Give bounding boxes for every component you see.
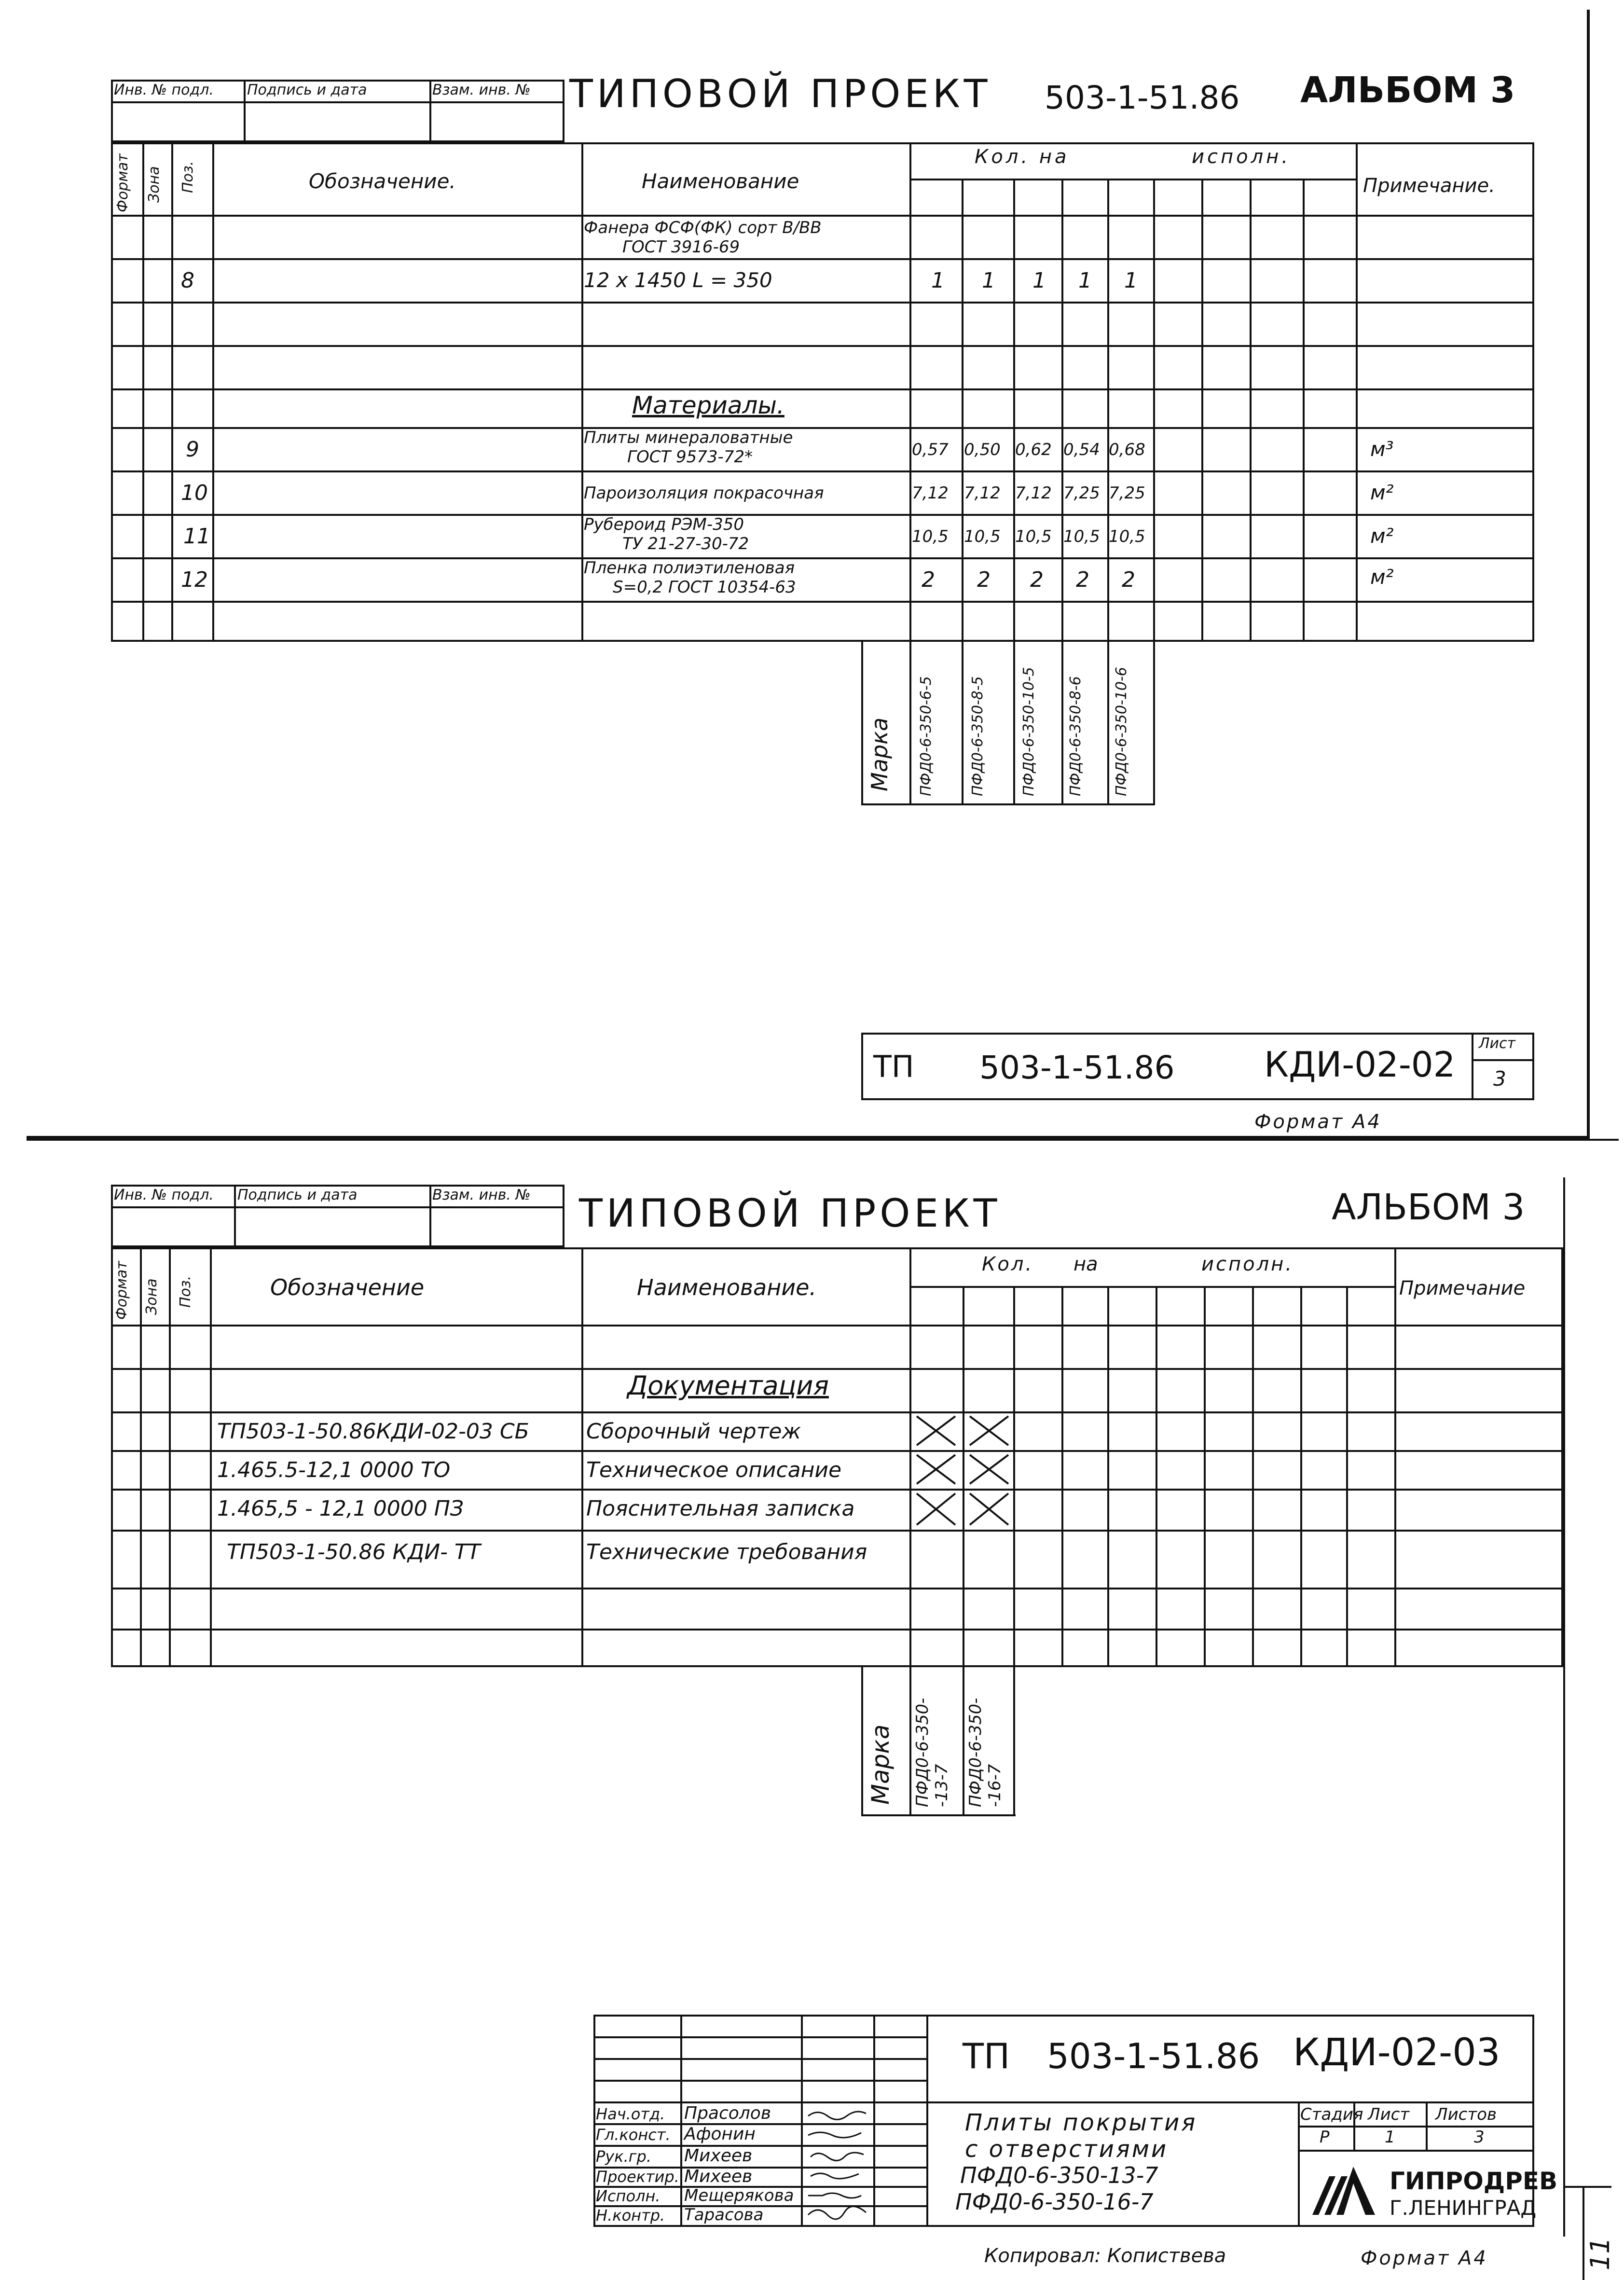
person-role: Гл.конст. — [596, 2126, 671, 2144]
person-name: Прасолов — [684, 2103, 771, 2123]
qty-cell: 1 — [1032, 268, 1046, 293]
col-na: на — [1073, 1253, 1098, 1275]
person-name: Афонин — [684, 2124, 756, 2144]
mark-code: ПФД0-6-350-8-6 — [1067, 676, 1084, 796]
mark-code: ПФД0-6-350- — [966, 1698, 985, 1807]
stage-value: Р — [1320, 2128, 1330, 2147]
col-note: Примечание — [1399, 1277, 1526, 1299]
lists-label: Листов — [1435, 2105, 1497, 2124]
qty-cell: 0,54 — [1063, 440, 1100, 459]
title-desc: ПФД0-6-350-13-7 — [960, 2162, 1158, 2188]
qty-cell: 1 — [982, 268, 995, 293]
list-value: 1 — [1385, 2128, 1395, 2147]
person-name: Михеев — [684, 2146, 753, 2166]
doc-designation: ТП503-1-50.86 КДИ- ТТ — [227, 1540, 481, 1564]
row-pos: 12 — [181, 567, 208, 592]
doc-designation: 1.465.5-12,1 0000 ТО — [217, 1458, 451, 1482]
footer-number: 503-1-51.86 — [979, 1049, 1175, 1086]
person-role: Проектир. — [596, 2168, 679, 2186]
row-pos: 10 — [181, 481, 208, 505]
col-exec: исполн. — [1192, 146, 1291, 168]
qty-cell: 0,68 — [1109, 440, 1145, 459]
qty-cell: 10,5 — [1015, 527, 1052, 546]
col-qty: Кол. на — [975, 146, 1070, 168]
mark-code: ПФД0-6-350-6-5 — [918, 676, 935, 796]
person-name: Михеев — [684, 2167, 753, 2186]
row-name: Плиты минераловатные — [584, 428, 793, 447]
col-zone: Зона — [143, 1278, 160, 1315]
col-exec: исполн. — [1201, 1253, 1294, 1275]
copied-by: Копировал: Копиствева — [984, 2245, 1226, 2267]
section-documentation: Документация — [627, 1370, 829, 1401]
stamp-vzam: Взам. инв. № — [432, 82, 531, 98]
row-name: 12 х 1450 L = 350 — [584, 268, 772, 292]
list-label: Лист — [1368, 2105, 1410, 2124]
qty-cell: 10,5 — [964, 527, 1001, 546]
row-name2: ГОСТ 9573-72* — [627, 447, 753, 467]
sheet-divider — [27, 1139, 1619, 1141]
footer-tp: ТП — [873, 1049, 914, 1084]
col-pos: Поз. — [177, 1275, 194, 1308]
doc-table — [111, 1247, 1563, 1667]
col-note: Примечание. — [1363, 175, 1495, 197]
qty-cell: 2 — [922, 567, 935, 592]
row-pos: 11 — [183, 524, 210, 549]
sheet2-format: Формат А4 — [1361, 2247, 1488, 2269]
doc-name: Пояснительная записка — [586, 1496, 855, 1521]
mark-code: ПФД0-6-350-10-5 — [1020, 667, 1037, 796]
stamp-sign: Подпись и дата — [237, 1187, 358, 1203]
row-name: Пароизоляция покрасочная — [584, 484, 824, 503]
col-designation: Обозначение. — [309, 169, 456, 193]
org-name: ГИПРОДРЕВ — [1390, 2167, 1558, 2195]
col-name: Наименование — [642, 169, 799, 193]
qty-cell: 1 — [1078, 268, 1092, 293]
qty-cell: 7,12 — [1015, 484, 1052, 503]
doc-name: Техническое описание — [586, 1458, 842, 1482]
stamp-sign: Подпись и дата — [247, 82, 367, 98]
mark-code: ПФД0-6-350-10-6 — [1113, 667, 1130, 796]
qty-cell: 0,57 — [912, 440, 949, 459]
row-name: Фанера ФСФ(ФК) сорт В/ВВ — [584, 218, 822, 237]
col-designation: Обозначение — [270, 1274, 425, 1300]
person-role: Нач.отд. — [596, 2105, 665, 2123]
mark-code: ПФД0-6-350- — [913, 1698, 932, 1807]
x-mark-grid — [909, 1411, 1013, 1532]
note-cell: м² — [1370, 524, 1394, 548]
footer-code: КДИ-02-02 — [1264, 1044, 1456, 1085]
album: АЛЬБОМ 3 — [1332, 1187, 1525, 1228]
qty-cell: 2 — [977, 567, 991, 592]
qty-cell: 0,50 — [964, 440, 1001, 459]
col-qty: Кол. — [982, 1253, 1034, 1275]
stamp-vzam: Взам. инв. № — [432, 1187, 531, 1203]
lists-value: 3 — [1474, 2128, 1485, 2147]
project-number: 503-1-51.86 — [1045, 79, 1240, 116]
qty-cell: 2 — [1030, 567, 1044, 592]
qty-cell: 1 — [931, 268, 945, 293]
row-pos: 9 — [186, 437, 199, 462]
person-role: Рук.гр. — [596, 2147, 652, 2166]
doc-name: Технические требования — [586, 1540, 867, 1564]
note-cell: м³ — [1370, 437, 1394, 461]
footer-format: Формат А4 — [1254, 1111, 1382, 1133]
project-title: ТИПОВОЙ ПРОЕКТ — [579, 1191, 1001, 1236]
row-name2: S=0,2 ГОСТ 10354-63 — [613, 578, 796, 597]
qty-cell: 0,62 — [1015, 440, 1052, 459]
row-name: Пленка полиэтиленовая — [584, 558, 795, 578]
mark-code: -16-7 — [985, 1764, 1005, 1807]
mark-code: ПФД0-6-350-8-5 — [969, 676, 986, 796]
col-format: Формат — [114, 153, 131, 212]
project-title: ТИПОВОЙ ПРОЕКТ — [569, 71, 991, 116]
qty-cell: 2 — [1076, 567, 1089, 592]
note-cell: м² — [1370, 565, 1394, 589]
stage-label: Стадия — [1300, 2105, 1363, 2124]
doc-designation: ТП503-1-50.86КДИ-02-03 СБ — [217, 1419, 529, 1444]
person-name: Мещерякова — [684, 2186, 794, 2205]
giprodrev-logo-icon — [1303, 2157, 1380, 2220]
col-zone: Зона — [146, 166, 163, 203]
person-name: Тарасова — [684, 2205, 764, 2225]
row-name2: ТУ 21-27-30-72 — [622, 534, 749, 553]
stamp-inv: Инв. № подл. — [114, 82, 214, 98]
row-name: Рубероид РЭМ-350 — [584, 515, 744, 534]
doc-name: Сборочный чертеж — [586, 1419, 801, 1444]
qty-cell: 1 — [1124, 268, 1138, 293]
col-pos: Поз. — [179, 161, 196, 193]
row-name2: ГОСТ 3916-69 — [622, 237, 740, 257]
page-number: 11 — [1585, 2237, 1615, 2270]
qty-cell: 7,12 — [964, 484, 1001, 503]
title-desc: ПФД0-6-350-16-7 — [955, 2189, 1154, 2215]
title-tp: ТП — [963, 2036, 1010, 2076]
note-cell: м² — [1370, 481, 1394, 504]
person-role: Исполн. — [596, 2187, 661, 2205]
doc-designation: 1.465,5 - 12,1 0000 ПЗ — [217, 1496, 464, 1521]
qty-cell: 2 — [1122, 567, 1135, 592]
qty-cell: 7,25 — [1109, 484, 1145, 503]
row-pos: 8 — [181, 268, 194, 293]
qty-cell: 7,25 — [1063, 484, 1100, 503]
marka-label: Марка — [867, 717, 893, 791]
mark-code: -13-7 — [932, 1764, 951, 1807]
spec-table — [111, 142, 1534, 642]
title-desc: с отверстиями — [965, 2136, 1169, 2163]
org-city: Г.ЛЕНИНГРАД — [1390, 2196, 1537, 2220]
title-desc: Плиты покрытия — [965, 2109, 1197, 2136]
signatures — [803, 2104, 871, 2225]
qty-cell: 10,5 — [1063, 527, 1100, 546]
person-role: Н.контр. — [596, 2206, 665, 2225]
qty-cell: 7,12 — [912, 484, 949, 503]
title-number: 503-1-51.86 — [1047, 2036, 1260, 2076]
footer-list: 3 — [1493, 1067, 1506, 1091]
title-code: КДИ-02-03 — [1293, 2031, 1500, 2074]
col-format: Формат — [113, 1261, 130, 1320]
marka-label: Марка — [867, 1724, 895, 1805]
section-materials: Материалы. — [632, 391, 784, 419]
qty-cell: 10,5 — [912, 527, 949, 546]
album: АЛЬБОМ 3 — [1300, 69, 1515, 111]
footer-list-label: Лист — [1479, 1035, 1516, 1052]
col-name: Наименование. — [637, 1274, 817, 1300]
stamp-inv: Инв. № подл. — [114, 1187, 214, 1203]
qty-cell: 10,5 — [1109, 527, 1145, 546]
